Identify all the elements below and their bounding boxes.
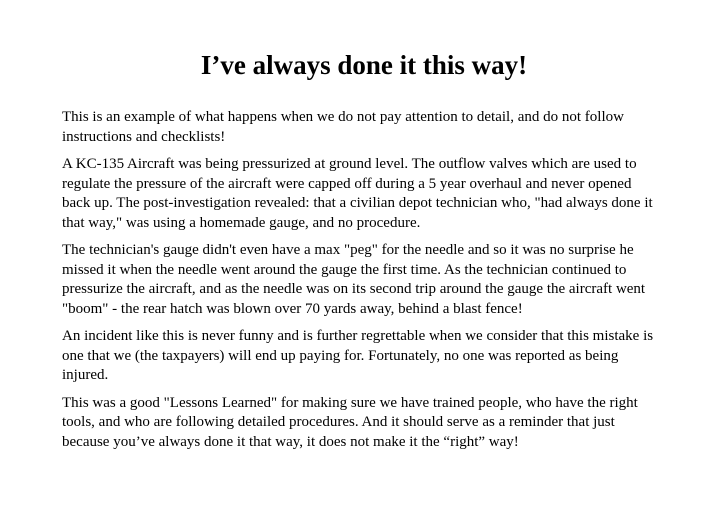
document-body <box>62 108 662 460</box>
paragraph-intro: This is an example of what happens when we do not pay attention to detail, and do not follow instructions and checklists! <box>62 109 624 145</box>
paragraph-lessons: This was a good "Lessons Learned" for making sure we have trained people, who have the right tools, and who are following detailed procedures. And it should serve as a reminder that just because you’ve always done it that way, it does not make it the “right” way! <box>62 394 638 450</box>
page-title: I’ve always done it this way! <box>200 50 528 80</box>
paragraph-incident: A KC-135 Aircraft was being pressurized at ground level. The outflow valves which are used to regulate the pressure of the aircraft were capped off during a 5 year overhaul and never opened back up. The post-investigation revealed: that a civilian depot technician who, "had always done it that way," was using a homemade gauge, and no procedure. <box>62 156 653 231</box>
paragraph-cost: An incident like this is never funny and is further regrettable when we consider that this mistake is one that we (the taxpayers) will end up paying for. Fortunately, no one was reported as being injured. <box>62 328 654 383</box>
paragraph-gauge: The technician's gauge didn't even have a max "peg" for the needle and so it was no surprise he missed it when the needle went around the gauge the first time. As the technician continued to pressurize the aircraft, and as the needle was on its second trip around the gauge the aircraft went "boom" - the rear hatch was blown over 70 yards away, behind a blast fence! <box>62 242 646 317</box>
